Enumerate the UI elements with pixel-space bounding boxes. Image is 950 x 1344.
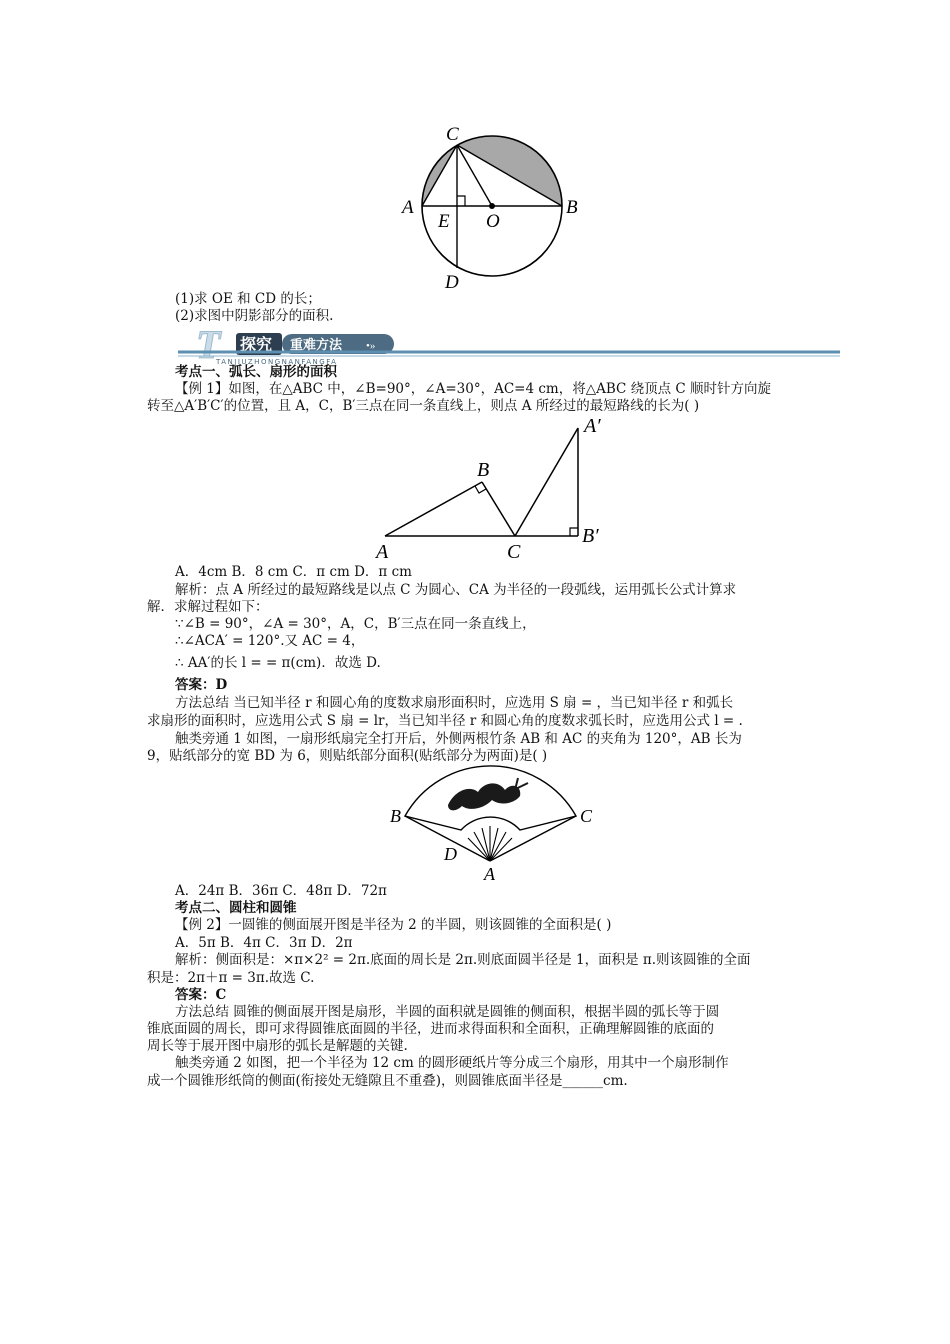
variant-1-line-2: 9，贴纸部分的宽 BD 为 6，则贴纸部分面积(贴纸部分为两面)是( ) <box>147 748 548 764</box>
example-2-solution-line-1: 解析：侧面积是：×π×2² = 2π.底面的周长是 2π.则底面圆半径是 1，面积是 π.则该圆锥的全面 <box>175 952 751 968</box>
example-2-solution-line-2: 积是：2π＋π = 3π.故选 C. <box>147 970 315 986</box>
example-1-solution-line-5: ∴ AA′的长 l = = π(cm)．故选 D. <box>175 655 381 671</box>
label-a: A <box>402 197 414 218</box>
label-o: O <box>486 211 500 232</box>
section-banner <box>178 322 840 366</box>
label-c: C <box>580 806 593 826</box>
variant-1-line-1: 触类旁通 1 如图，一扇形纸扇完全打开后，外侧两根竹条 AB 和 AC 的夹角为 120°，AB 长为 <box>175 731 742 747</box>
label-d: D <box>444 844 457 864</box>
example-1-line-2: 转至△A′B′C′的位置，且 A，C，B′三点在同一条直线上，则点 A 所经过的最短路线的长为( ) <box>147 398 700 414</box>
label-a: A <box>484 864 495 884</box>
example-1-solution-line-3: ∵∠B = 90°，∠A = 30°，A，C，B′三点在同一条直线上， <box>175 616 536 632</box>
method-summary-1-line-2: 求扇形的面积时，应选用公式 S 扇 = lr，当已知半径 r 和圆心角的度数求弧长时，应选用公式 l = . <box>147 713 743 729</box>
label-b-prime: B′ <box>582 525 599 547</box>
example-1-options: A．4cm B．8 cm C．π cm D．π cm <box>175 564 412 580</box>
method-summary-2-line-2: 锥底面圆的周长，即可求得圆锥底面圆的半径，进而求得面积和全面积，正确理解圆锥的底面的 <box>147 1021 714 1037</box>
circle-figure <box>395 118 590 298</box>
banner-pinyin: TANJIUZHONGNANFANGFA <box>216 358 338 366</box>
fan-figure <box>385 765 600 887</box>
label-b: B <box>477 459 490 481</box>
example-1-solution-line-2: 解．求解过程如下： <box>147 599 269 615</box>
variant-2-line-2: 成一个圆锥形纸筒的侧面(衔接处无缝隙且不重叠)，则圆锥底面半径是______cm. <box>147 1073 628 1089</box>
line-bc <box>482 482 515 536</box>
rotation-figure <box>372 412 612 564</box>
label-b: B <box>390 806 401 826</box>
banner-subtitle: 重难方法 <box>290 338 343 353</box>
method-summary-1-line-1: 方法总结 当已知半径 r 和圆心角的度数求扇形面积时，应选用 S 扇 = ，当已知半径 r 和弧长 <box>175 695 734 711</box>
method-summary-2-line-1: 方法总结 圆锥的侧面展开图是扇形，半圆的面积就是圆锥的侧面积，根据半圆的弧长等于圆 <box>175 1004 720 1020</box>
center-dot <box>489 203 495 209</box>
line-ca2 <box>515 428 578 536</box>
example-2-line-1: 【例 2】一圆锥的侧面展开图是半径为 2 的半圆，则该圆锥的全面积是( ) <box>175 917 612 933</box>
banner-title: 探究 <box>240 335 273 354</box>
banner-arrows-icon: •» <box>366 340 376 352</box>
section-2-heading: 考点二、圆柱和圆锥 <box>175 900 297 916</box>
method-summary-2-line-3: 周长等于展开图中扇形的弧长是解题的关键. <box>147 1038 408 1054</box>
label-b: B <box>566 197 578 218</box>
right-angle-mark-b2 <box>570 528 578 536</box>
banner-big-t-letter: T <box>196 322 221 366</box>
right-angle-mark <box>457 196 465 206</box>
label-c: C <box>507 541 521 563</box>
question-2: (2)求图中阴影部分的面积. <box>175 308 334 324</box>
example-1-solution-line-4: ∴∠ACA′ = 120°.又 AC = 4， <box>175 633 365 649</box>
question-1: (1)求 OE 和 CD 的长； <box>175 291 321 307</box>
label-a: A <box>376 541 389 563</box>
example-2-answer: 答案：C <box>175 987 227 1003</box>
variant-1-options: A．24π B．36π C．48π D．72π <box>175 883 387 899</box>
label-e: E <box>438 211 450 232</box>
example-1-answer: 答案：D <box>175 677 228 693</box>
example-1-line-1: 【例 1】如图，在△ABC 中，∠B=90°，∠A=30°，AC=4 cm，将△ABC 绕顶点 C 顺时针方向旋 <box>175 381 772 397</box>
segment-ca <box>422 145 457 206</box>
example-1-solution-line-1: 解析：点 A 所经过的最短路线是以点 C 为圆心、CA 为半径的一段弧线，运用弧长公式计算求 <box>175 582 737 598</box>
example-2-options: A．5π B．4π C．3π D．2π <box>175 935 353 951</box>
line-ab <box>385 482 482 536</box>
section-1-heading: 考点一、弧长、扇形的面积 <box>175 364 337 380</box>
shaded-segment-large <box>457 136 562 206</box>
label-a-prime: A′ <box>584 415 601 437</box>
label-d: D <box>445 272 459 293</box>
label-c: C <box>446 124 459 145</box>
variant-2-line-1: 触类旁通 2 如图，把一个半径为 12 cm 的圆形硬纸片等分成三个扇形，用其中一个扇形制作 <box>175 1055 729 1071</box>
